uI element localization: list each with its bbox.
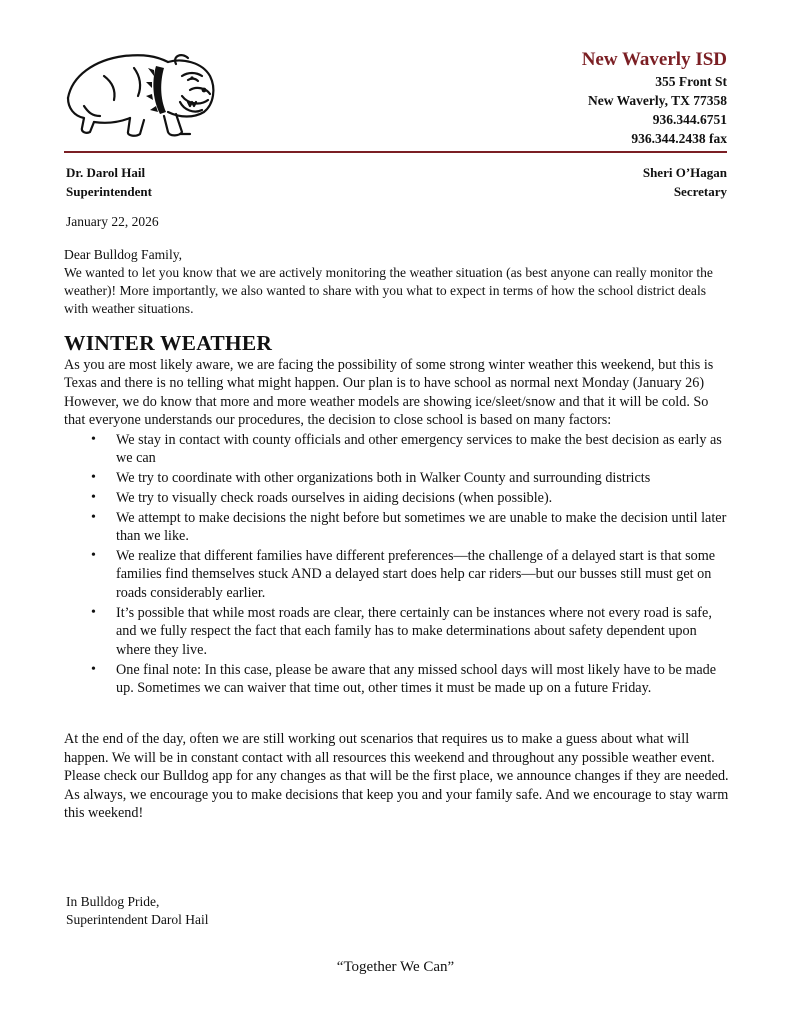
superintendent-title: Superintendent	[66, 184, 152, 199]
letterhead-contact	[582, 48, 727, 148]
letter-body	[64, 246, 730, 822]
list-item: • One final note: In this case, please be aware that any missed school days will most likely have to be made up. Sometimes we can waiver that time out, other times it must be made up on a future Friday.	[116, 661, 730, 698]
org-city-state-zip: New Waverly, TX 77358	[587, 93, 727, 108]
org-street: 355 Front St	[655, 74, 727, 89]
signoff	[66, 893, 208, 929]
letter-date: January 22, 2026	[66, 214, 159, 229]
intro-paragraph: We wanted to let you know that we are actively monitoring the weather situation (as best anyone can really monitor the weather)! More importantly, we also wanted to share with you what to expect in terms of how the school district deals with weather situations.	[64, 265, 713, 316]
bulldog-logo-icon	[64, 46, 224, 142]
list-item: • It’s possible that while most roads are clear, there certainly can be instances where not every road is safe, and we fully respect the fact that each family has to make determinations about safety dependent upon where they live.	[116, 604, 730, 659]
factors-list	[64, 431, 730, 698]
list-item: • We try to visually check roads ourselves in aiding decisions (when possible).	[116, 489, 730, 507]
secretary-name: Sheri O’Hagan	[642, 165, 727, 180]
main-paragraph: As you are most likely aware, we are facing the possibility of some strong winter weather this weekend, but this is Texas and there is no telling what might happen. Our plan is to have school as normal next Monday (January 26) However, we do know that more and more weather models are showing ice/sleet/snow and that it will be cold. So that everyone understands our procedures, the decision to close school is based on many factors:	[64, 357, 714, 429]
secretary-title: Secretary	[673, 184, 727, 199]
list-item: • We try to coordinate with other organizations both in Walker County and surrounding districts	[116, 469, 730, 487]
org-fax: 936.344.2438 fax	[631, 131, 727, 146]
list-item: • We realize that different families have different preferences—the challenge of a delayed start is that some families find themselves stuck AND a delayed start does help car riders—but our busses still must get on roads considerably earlier.	[116, 547, 730, 602]
signoff-line: In Bulldog Pride,	[66, 894, 160, 909]
staff-superintendent	[66, 163, 152, 201]
staff-secretary	[643, 163, 727, 201]
org-name: New Waverly ISD	[581, 49, 727, 70]
list-item: • We stay in contact with county officials and other emergency services to make the best decision as early as we can	[116, 431, 730, 468]
section-heading: WINTER WEATHER	[64, 331, 273, 355]
superintendent-name: Dr. Darol Hail	[66, 165, 146, 180]
signoff-signature: Superintendent Darol Hail	[66, 912, 209, 927]
list-item: • We attempt to make decisions the night before but sometimes we are unable to make the decision until later than we like.	[116, 509, 730, 546]
org-phone: 936.344.6751	[652, 112, 727, 127]
closing-paragraph: At the end of the day, often we are still working out scenarios that requires us to make a guess about what will happen. We will be in constant contact with all resources this weekend and throughout any possible weather event. Please check our Bulldog app for any changes as that will be the first place, we announce changes if they are needed. As always, we encourage you to make decisions that keep you and your family safe. And we encourage to stay warm this weekend!	[64, 731, 729, 821]
letterhead-divider	[64, 151, 727, 153]
tagline: “Together We Can”	[336, 959, 455, 975]
greeting: Dear Bulldog Family,	[64, 247, 183, 262]
